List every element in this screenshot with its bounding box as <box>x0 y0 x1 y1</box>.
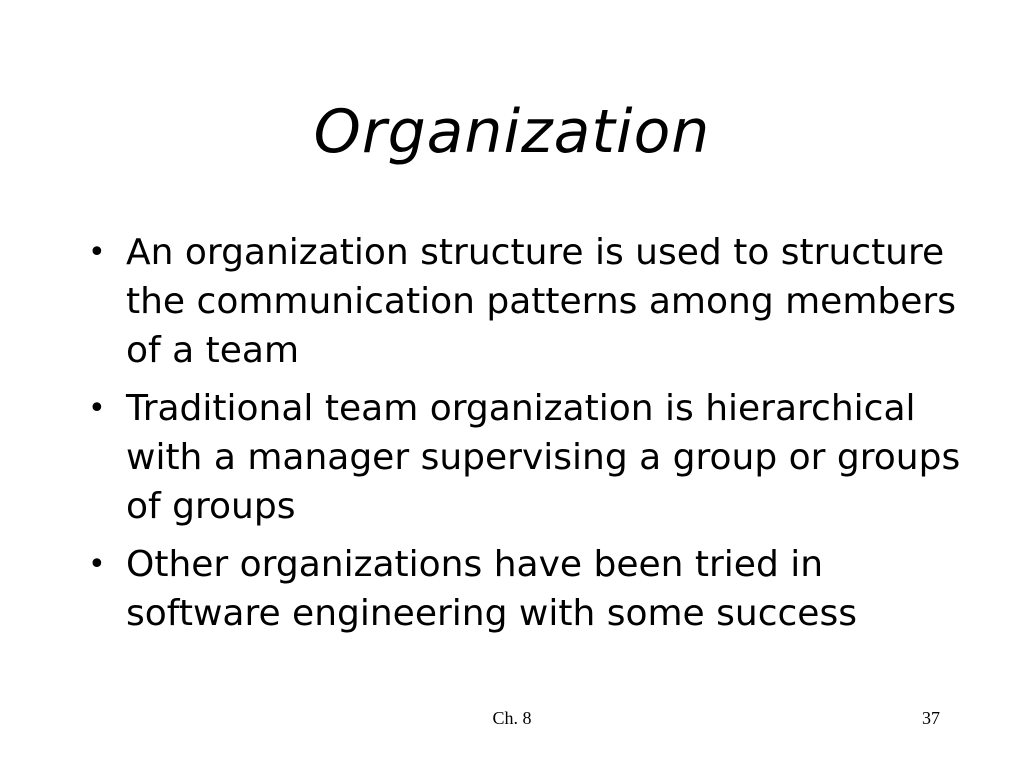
bullet-marker: • <box>88 547 106 582</box>
slide-title: Organization <box>313 97 711 167</box>
bullet-text: Other organizations have been tried in software engineering with some success <box>126 544 857 634</box>
footer-page-number: 37 <box>922 708 940 728</box>
bullet-marker: • <box>88 235 106 270</box>
bullet-text: An organization structure is used to structure the communication patterns among members of a team <box>126 232 956 371</box>
bullet-marker: • <box>88 391 106 426</box>
bullet-text: Traditional team organization is hierarchical with a manager supervising a group or groups of groups <box>126 388 961 527</box>
bullet-item <box>88 540 968 638</box>
bullet-item <box>88 384 968 531</box>
bullet-item <box>88 228 968 375</box>
bullet-list <box>88 228 968 647</box>
footer-chapter: Ch. 8 <box>492 708 532 728</box>
